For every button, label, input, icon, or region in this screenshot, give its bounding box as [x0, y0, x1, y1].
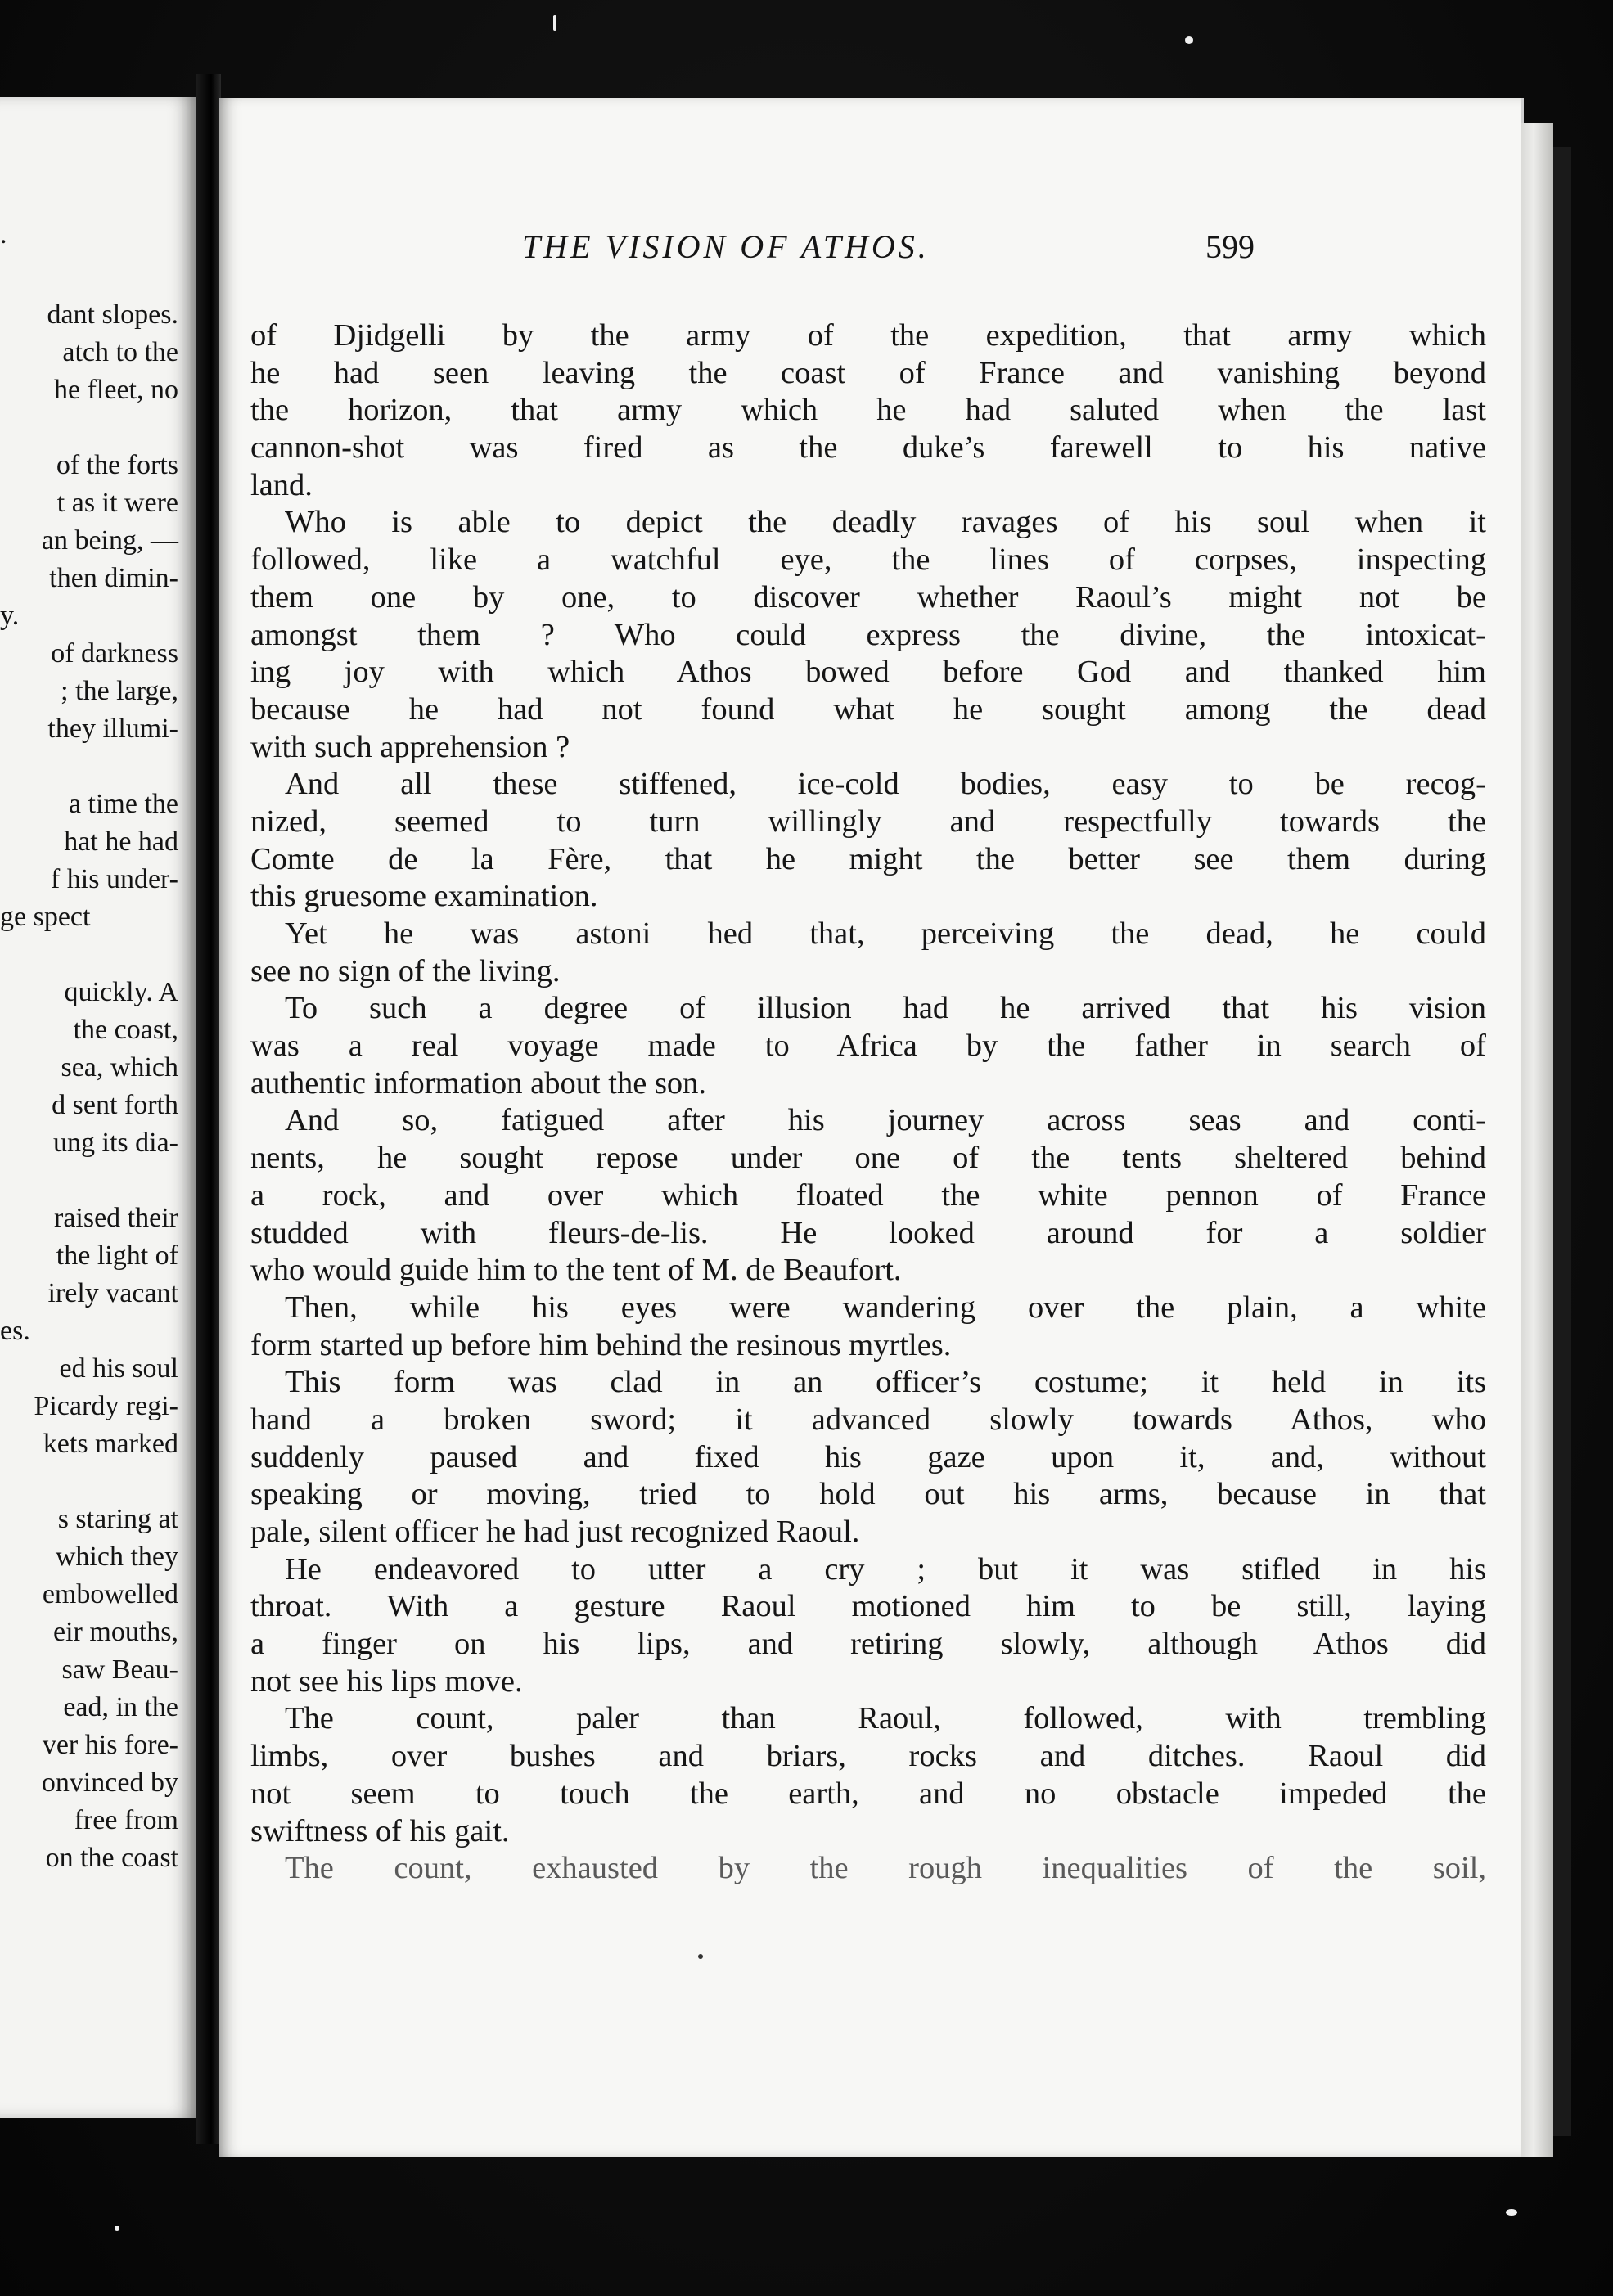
text-line: not see his lips move.	[250, 1663, 523, 1699]
text-line: And so, fatigued after his journey across seas and conti-	[285, 1103, 1486, 1138]
text-line: because he had not found what he sought among the dead	[250, 691, 1486, 727]
facing-page-line: ; the large,	[61, 676, 178, 706]
text-line: he had seen leaving the coast of France and vanishing beyond	[250, 355, 1486, 390]
facing-page-line: of the forts	[56, 450, 178, 480]
text-line: The count, paler than Raoul, followed, with trembling	[285, 1701, 1486, 1736]
facing-page-line: Picardy regi-	[34, 1391, 178, 1421]
text-line: was a real voyage made to Africa by the father in search of	[250, 1029, 1486, 1064]
text-line: And all these stiffened, ice-cold bodies, easy to be recog-	[285, 767, 1486, 802]
facing-page-line: d sent forth	[52, 1090, 178, 1120]
facing-page-line: t as it were	[56, 488, 178, 518]
facing-page-line: sea, which	[61, 1052, 178, 1083]
text-line: form started up before him behind the resinous myrtles.	[250, 1327, 952, 1362]
text-line: Then, while his eyes were wandering over the plain, a white	[285, 1290, 1486, 1325]
running-head	[219, 227, 1521, 277]
text-line: To such a degree of illusion had he arrived that his vision	[285, 991, 1486, 1026]
facing-page-line: on the coast	[45, 1843, 178, 1873]
scan-speck	[553, 15, 556, 31]
text-line: a finger on his lips, and retiring slowly, although Athos did	[250, 1627, 1486, 1662]
facing-page-line: embowelled	[42, 1579, 178, 1609]
ink-speck	[698, 1954, 703, 1959]
facing-page-line: free from	[74, 1805, 178, 1835]
text-line: This form was clad in an officer’s costume; it held in its	[285, 1365, 1486, 1400]
facing-page-line: es.	[0, 1316, 30, 1346]
facing-page-line: raised their	[54, 1203, 178, 1233]
text-line: not seem to touch the earth, and no obstacle impeded the	[250, 1776, 1486, 1811]
text-line: Who is able to depict the deadly ravages of his soul when it	[285, 505, 1486, 540]
facing-page-line: atch to the	[62, 337, 178, 367]
text-line: limbs, over bushes and briars, rocks and ditches. Raoul did	[250, 1739, 1486, 1774]
facing-page-line: dant slopes.	[47, 299, 178, 330]
facing-page-line: f his under-	[50, 864, 178, 894]
text-line: see no sign of the living.	[250, 953, 561, 988]
text-line: hand a broken sword; it advanced slowly towards Athos, who	[250, 1402, 1486, 1437]
text-line: a rock, and over which floated the white pennon of France	[250, 1177, 1486, 1213]
facing-page-line: quickly. A	[64, 977, 178, 1007]
scan-speck	[1185, 36, 1193, 44]
scan-speck	[1506, 2209, 1517, 2216]
text-line: pale, silent officer he had just recognized Raoul.	[250, 1515, 860, 1549]
facing-page-line: he fleet, no	[54, 375, 178, 405]
facing-page-line: onvinced by	[41, 1767, 178, 1798]
page-edge-shadow	[1553, 147, 1571, 2136]
text-line: authentic information about the son.	[250, 1065, 707, 1101]
text-line: with such apprehension ?	[250, 729, 570, 764]
facing-page-line: hat he had	[64, 826, 178, 857]
facing-page-line: a time the	[68, 789, 178, 819]
text-line: them one by one, to discover whether Raoul’s might not be	[250, 579, 1486, 615]
facing-page-line: ung its dia-	[53, 1128, 178, 1158]
facing-page-line: saw Beau-	[61, 1654, 178, 1685]
text-line: of Djidgelli by the army of the expedition, that army which	[250, 318, 1486, 353]
scan-speck	[115, 2226, 119, 2231]
facing-page-line: s staring at	[57, 1504, 178, 1534]
text-line: who would guide him to the tent of M. de Beaufort.	[250, 1253, 902, 1288]
text-line: nized, seemed to turn willingly and respectfully towards the	[250, 804, 1486, 839]
text-line: ing joy with which Athos bowed before God and thanked him	[250, 655, 1486, 690]
facing-page-line: eir mouths,	[53, 1617, 178, 1647]
running-title: THE VISION OF ATHOS.	[522, 228, 930, 265]
text-line: Comte de la Fère, that he might the better see them during	[250, 841, 1486, 876]
text-line: studded with fleurs-de-lis. He looked around for a soldier	[250, 1215, 1486, 1250]
text-line: throat. With a gesture Raoul motioned him to be still, laying	[250, 1589, 1486, 1624]
book-page	[219, 98, 1521, 2157]
book-gutter	[196, 74, 221, 2144]
facing-page-line: which they	[55, 1542, 178, 1572]
facing-page-line: ver his fore-	[42, 1730, 178, 1760]
text-line: amongst them ? Who could express the divine, the intoxicat-	[250, 617, 1486, 652]
text-line: this gruesome examination.	[250, 879, 598, 914]
facing-page-line: of darkness	[51, 638, 178, 669]
facing-page-line: then dimin-	[49, 563, 178, 593]
text-line: Yet he was astoni hed that, perceiving the dead, he could	[285, 916, 1486, 951]
facing-page-line: the coast,	[73, 1015, 178, 1045]
text-line: speaking or moving, tried to hold out his arms, because in that	[250, 1477, 1486, 1512]
facing-page-line: ead, in the	[63, 1692, 178, 1722]
facing-page-line: ge spect	[0, 902, 91, 932]
facing-page-line: kets marked	[43, 1429, 178, 1459]
text-line: The count, exhausted by the rough inequalities of the soil,	[285, 1851, 1486, 1886]
facing-page-line: an being, —	[41, 525, 178, 556]
facing-page-line: .	[0, 219, 7, 250]
facing-page-line: y.	[0, 601, 20, 631]
text-line: suddenly paused and fixed his gaze upon it, and, without	[250, 1439, 1486, 1474]
page-body	[250, 317, 1486, 1888]
text-line: the horizon, that army which he had saluted when the last	[250, 393, 1486, 428]
page-edge-stack	[1521, 123, 1553, 2157]
text-line: land.	[250, 467, 313, 502]
text-line: cannon-shot was fired as the duke’s farewell to his native	[250, 430, 1486, 466]
facing-page-fragment	[0, 97, 196, 2118]
text-line: followed, like a watchful eye, the lines of corpses, inspecting	[250, 542, 1486, 578]
page-number: 599	[1205, 228, 1255, 265]
text-line: swiftness of his gait.	[250, 1813, 510, 1848]
facing-page-line: ed his soul	[59, 1353, 178, 1384]
facing-page-line: the light of	[56, 1240, 178, 1271]
facing-page-line: they illumi-	[47, 714, 178, 744]
text-line: He endeavored to utter a cry ; but it was stifled in his	[285, 1551, 1486, 1587]
facing-page-line: irely vacant	[47, 1278, 178, 1308]
text-line: nents, he sought repose under one of the tents sheltered behind	[250, 1141, 1486, 1176]
